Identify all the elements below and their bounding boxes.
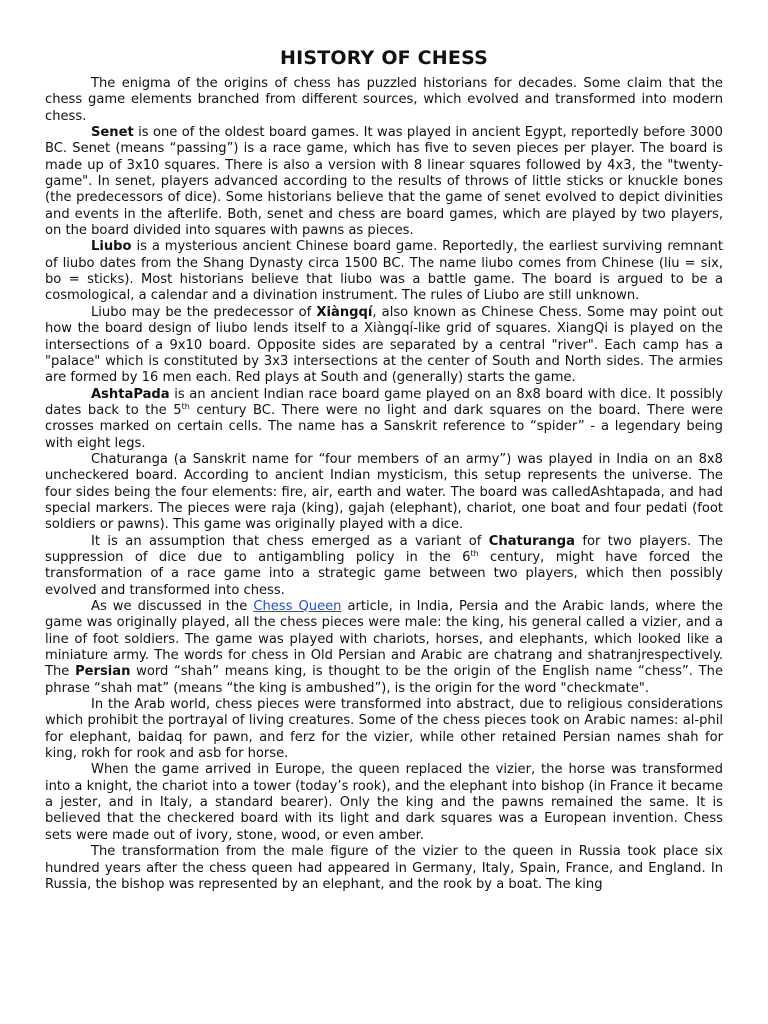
term-xiangqi: Xiàngqí xyxy=(316,304,373,320)
document-title: HISTORY OF CHESS xyxy=(279,47,489,69)
paragraph-xiangqi xyxy=(45,305,723,387)
paragraph-intro: The enigma of the origins of chess has puzzled historians for decades. Some claim that the chess game elements branched from different sources, which evolved and transformed into modern chess. xyxy=(45,76,723,124)
emergence-text-middle: for two players. The suppression of dice due to antigambling policy in the 6 xyxy=(45,533,723,565)
chess-queen-link[interactable]: Chess Queen xyxy=(253,599,342,614)
liubo-text: is a mysterious ancient Chinese board game. Reportedly, the earliest surviving remnant of liubo dates from the Shang Dynasty circa 1500 BC. The name liubo comes from Chinese (liu = six, bo = sticks). Most historians believe that liubo was a battle game. The board is argued to be a cosmological, a calendar and a divination instrument. The rules of Liubo are still unknown. xyxy=(45,239,723,304)
document-page xyxy=(45,46,723,893)
emergence-text-before: It is an assumption that chess emerged as a variant of xyxy=(91,533,489,549)
paragraph-chaturanga: Chaturanga (a Sanskrit name for “four members of an army”) was played in India on an 8x8 uncheckered board. According to ancient Indian mysticism, this setup represents the universe. The four sides being the four elements: fire, air, earth and water. The board was calledAshtapada, and had special markers. The pieces were raja (king), gajah (elephant), chariot, one boat and four pedati (foot soldiers or pawns). This game was originally played with a dice. xyxy=(45,451,723,533)
paragraph-chess-emergence xyxy=(45,534,723,599)
senet-text: is one of the oldest board games. It was played in ancient Egypt, reportedly before 3000 BC. Senet (means “passing”) is a race game, which has five to seven pieces per player. The board is made up of 3x10 squares. There is also a version with 8 linear squares followed by 4x3, the "twenty-game". In senet, players advanced according to the results of throws of little sticks or knuckle bones (the predecessors of dice). Some historians believe that the game of senet evolved to depict divinities and events in the afterlife. Both, senet and chess are board games, which are played by two players, on the board divided into squares with pawns as pieces. xyxy=(45,125,723,239)
paragraph-ashtapada xyxy=(45,387,723,452)
queen-text-after: word “shah” means king, is thought to be the origin of the English name “chess”. The phrase “shah mat” (means “the king is ambushed”), is the origin for the word "checkmate". xyxy=(45,664,724,696)
xiangqi-text-after: , also known as Chinese Chess. Some may point out how the board design of liubo lends itself to a Xiàngqí-like grid of squares. XiangQi is played on the intersections of a 9x10 board. Opposite sides are separated by a central "river". Each camp has a "palace" which is constituted by 3x3 intersections at the center of South and North sides. The armies are formed by 16 men each. Red plays at South and (generally) starts the game. xyxy=(45,304,723,386)
queen-text-before: As we discussed in the xyxy=(91,599,254,614)
term-persian: Persian xyxy=(75,664,131,680)
emergence-text-after: century, might have forced the transformation of a race game into a strategic game between two players, which then possibly evolved and transformed into chess. xyxy=(45,549,723,598)
paragraph-europe: When the game arrived in Europe, the queen replaced the vizier, the horse was transformed into a knight, the chariot into a tower (today’s rook), and the elephant into bishop (in France it became a jester, and in Italy, a standard bearer). Only the king and the pawns remained the same. It is believed that the checkered board with its light and dark squares was a European invention. Chess sets were made out of ivory, stone, wood, or even amber. xyxy=(45,762,723,843)
term-chaturanga: Chaturanga xyxy=(488,533,575,549)
paragraph-senet xyxy=(45,125,723,239)
ashtapada-text-after: century BC. There were no light and dark squares on the board. There were crosses marked on certain cells. The name has a Sanskrit reference to “spider” - a legendary being with eight legs. xyxy=(45,402,723,451)
term-liubo: Liubo xyxy=(91,239,132,255)
paragraph-liubo xyxy=(45,239,723,304)
paragraph-chess-queen xyxy=(45,599,723,697)
ashtapada-text-before: is an ancient Indian race board game played on an 8x8 board with dice. It possibly dates back to the 5 xyxy=(45,386,723,418)
ordinal-suffix: th xyxy=(470,548,479,558)
queen-text-middle: article, in India, Persia and the Arabic lands, where the game was originally played, all the chess pieces were male: the king, his general called a vizier, and a line of foot soldiers. The game was played with chariots, horses, and elephants, which looked like a miniature army. The words for chess in Old Persian and Arabic are chatrang and shatranjrespectively. The xyxy=(45,599,723,680)
xiangqi-text-before: Liubo may be the predecessor of xyxy=(91,304,317,320)
term-ashtapada: AshtaPada xyxy=(91,386,170,402)
paragraph-russia: The transformation from the male figure of the vizier to the queen in Russia took place six hundred years after the chess queen had appeared in Germany, Italy, Spain, France, and England. In Russia, the bishop was represented by an elephant, and the rook by a boat. The king xyxy=(45,844,723,892)
paragraph-arab-world: In the Arab world, chess pieces were transformed into abstract, due to religious considerations which prohibit the portrayal of living creatures. Some of the chess pieces took on Arabic names: al-phil for elephant, baidaq for pawn, and ferz for the vizier, while other retained Persian names shah for king, rokh for rook and asb for horse. xyxy=(45,697,723,762)
term-senet: Senet xyxy=(91,125,134,141)
ordinal-suffix: th xyxy=(181,401,190,411)
